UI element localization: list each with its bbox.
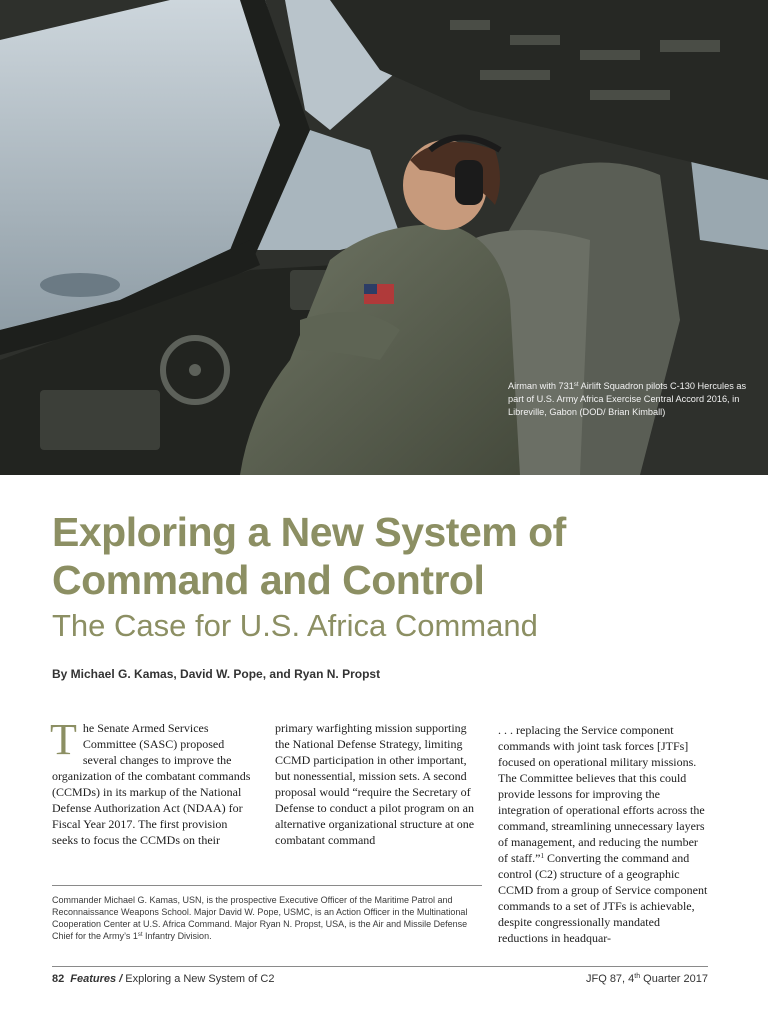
journal-quarter: Quarter 2017 [640,973,708,985]
caption-text-end: Airlift Squadron pilots C-130 Hercules as part of U.S. Army Africa Exercise Central Accord 2016, in Libreville, Gabon (DOD/ Brian Kimball) [508,381,747,417]
body-column-2 [275,720,477,848]
title-line-1: Exploring a New System of [52,509,566,555]
column-1-text: he Senate Armed Services Committee (SASC) proposed several changes to improve the organization of the combatant commands (CCMDs) in its markup of the National Defense Authorization Act (NDAA) for Fiscal Year 2017. The first provision seeks to focus the CCMDs on their [52,721,251,847]
bio-divider [52,885,482,886]
footer-left [52,973,274,985]
footer-journal [586,973,708,985]
author-bio-text-end: Infantry Division. [142,931,212,941]
footnote-marker: 1 [540,852,544,860]
article-subtitle: The Case for U.S. Africa Command [52,608,538,643]
column-3-text-start: . . . replacing the Service component commands with joint task forces [JTFs] focused on operational military missions. The Committee believes that this could provide lessons for improving the integration of operational efforts across the command, streamlining unnecessary layers of management, and reducing the number of staff.” [498,723,705,865]
column-3-text-end: Converting the command and control (C2) structure of a geographic CCMD from a group of Service component commands to a set of JTFs is achievable, despite congressionally mandated reductions in headquar- [498,851,708,945]
author-bio [52,894,484,942]
byline: By Michael G. Kamas, David W. Pope, and Ryan N. Propst [52,667,381,681]
page-number: 82 [52,973,65,985]
article-title [52,508,732,604]
journal-ordinal-suffix: th [634,973,641,980]
caption-ordinal-suffix: st [573,382,579,388]
running-title: Exploring a New System of C2 [122,973,275,985]
cockpit-photo [0,0,768,475]
body-column-3 [498,722,708,946]
journal-issue: JFQ 87, 4 [585,973,635,985]
section-label: Features / [70,973,123,985]
photo-caption [508,380,748,419]
body-column-1 [50,715,254,848]
bio-ordinal-suffix: st [137,932,143,938]
footer-divider [52,966,708,967]
title-line-2: Command and Control [52,557,485,603]
author-bio-text: Commander Michael G. Kamas, USN, is the prospective Executive Officer of the Maritime Patrol and Reconnaissance Weapons School. Major David W. Pope, USMC, is an Action Officer in the Multinational Cooperation Center at U.S. Africa Command. Major Ryan N. Propst, USA, is the Air and Missile Defense Chief for the Army’s 1 [52,895,468,941]
drop-cap: T [50,715,77,764]
caption-text-start: Airman with 731 [508,381,574,391]
column-2-text: primary warfighting mission supporting the National Defense Strategy, limiting CCMD participation in other important, but nonessential, mission sets. A second proposal would “require the Secretary of Defense to conduct a pilot program on an alternative organizational structure at one combatant command [275,721,475,847]
